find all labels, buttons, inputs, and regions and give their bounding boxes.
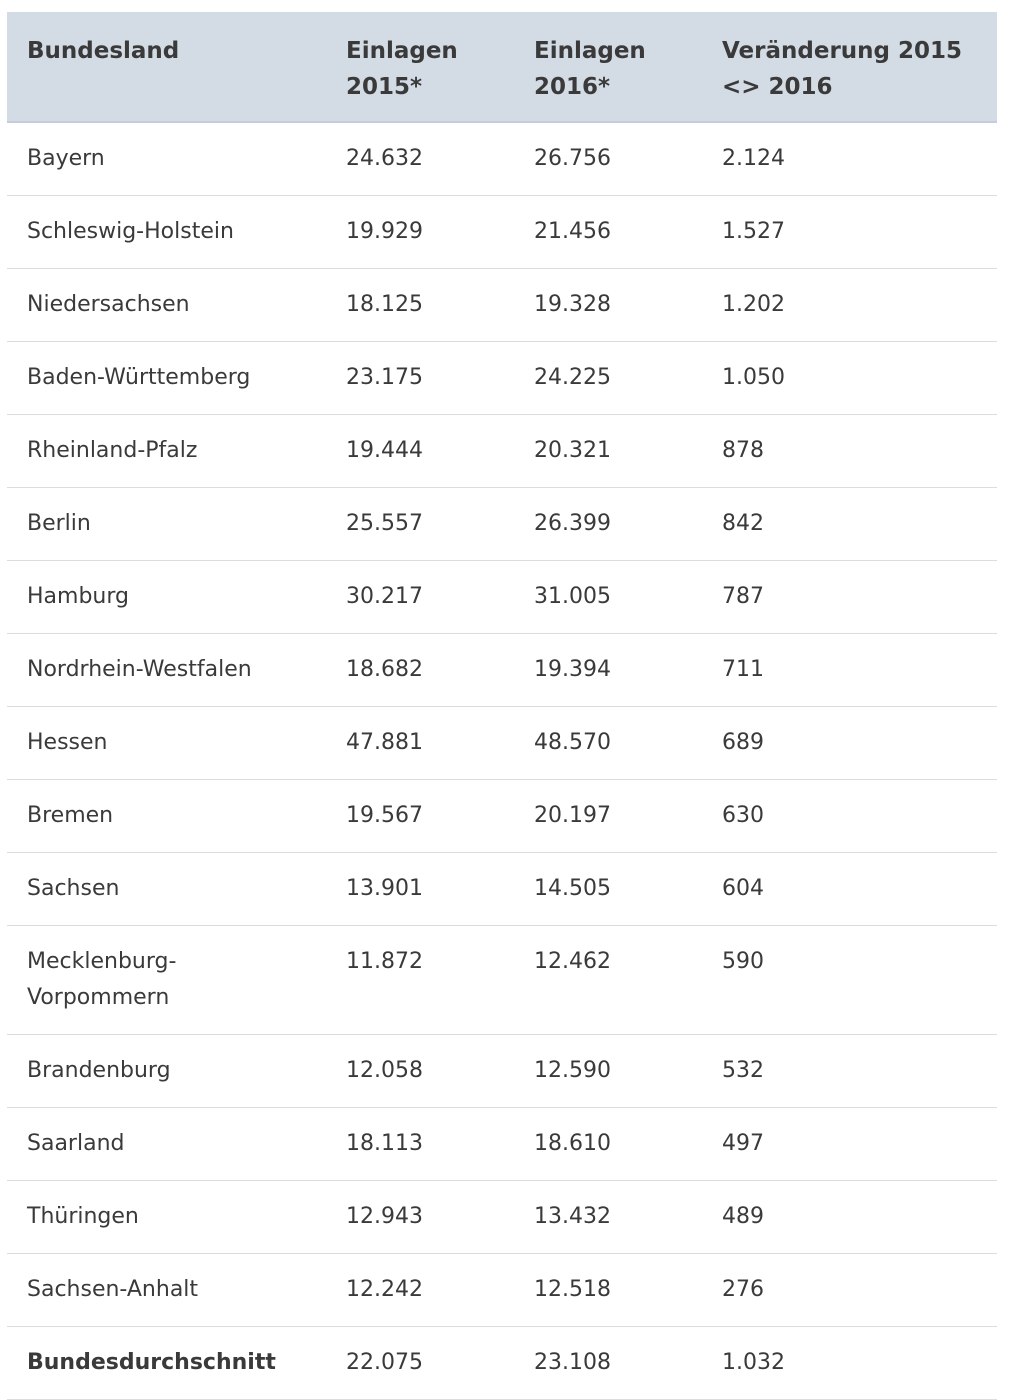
einlagen-2016-cell: 13.432 [514, 1181, 702, 1254]
einlagen-2015-cell: 18.125 [326, 269, 514, 342]
name-cell: Saarland [7, 1108, 326, 1181]
header-row [7, 12, 997, 122]
einlagen-2015-cell: 22.075 [326, 1327, 514, 1400]
veraenderung-cell: 1.050 [702, 342, 997, 415]
veraenderung-cell: 276 [702, 1254, 997, 1327]
einlagen-2015-cell: 11.872 [326, 926, 514, 1035]
einlagen-2016-cell: 18.610 [514, 1108, 702, 1181]
deposits-table [7, 12, 997, 1400]
veraenderung-cell: 1.527 [702, 196, 997, 269]
einlagen-2016-cell: 21.456 [514, 196, 702, 269]
einlagen-2015-cell: 13.901 [326, 853, 514, 926]
einlagen-2016-cell: 48.570 [514, 707, 702, 780]
einlagen-2016-cell: 12.518 [514, 1254, 702, 1327]
table-row [7, 122, 997, 196]
table-row [7, 196, 997, 269]
einlagen-2016-cell: 12.590 [514, 1035, 702, 1108]
name-cell: Sachsen-Anhalt [7, 1254, 326, 1327]
einlagen-2015-cell: 24.632 [326, 122, 514, 196]
veraenderung-cell: 1.032 [702, 1327, 997, 1400]
einlagen-2015-cell: 30.217 [326, 561, 514, 634]
table-row [7, 1108, 997, 1181]
einlagen-2016-cell: 12.462 [514, 926, 702, 1035]
name-cell: Bremen [7, 780, 326, 853]
table-row [7, 488, 997, 561]
name-cell: Hamburg [7, 561, 326, 634]
einlagen-2016-cell: 14.505 [514, 853, 702, 926]
veraenderung-cell: 1.202 [702, 269, 997, 342]
einlagen-2016-cell: 19.394 [514, 634, 702, 707]
name-cell: Rheinland-Pfalz [7, 415, 326, 488]
name-cell: Bundesdurchschnitt [7, 1327, 326, 1400]
einlagen-2016-cell: 20.197 [514, 780, 702, 853]
table-row [7, 269, 997, 342]
einlagen-2016-cell: 26.399 [514, 488, 702, 561]
einlagen-2015-cell: 12.242 [326, 1254, 514, 1327]
einlagen-2016-cell: 26.756 [514, 122, 702, 196]
table-row [7, 1181, 997, 1254]
name-cell: Baden-Württemberg [7, 342, 326, 415]
name-cell: Niedersachsen [7, 269, 326, 342]
einlagen-2016-cell: 24.225 [514, 342, 702, 415]
header-veraenderung: Veränderung 2015 <> 2016 [702, 12, 997, 122]
einlagen-2015-cell: 12.058 [326, 1035, 514, 1108]
veraenderung-cell: 497 [702, 1108, 997, 1181]
einlagen-2015-cell: 18.682 [326, 634, 514, 707]
table-row [7, 707, 997, 780]
name-cell: Berlin [7, 488, 326, 561]
veraenderung-cell: 878 [702, 415, 997, 488]
table-row [7, 1035, 997, 1108]
name-cell: Schleswig-Holstein [7, 196, 326, 269]
table-row [7, 342, 997, 415]
veraenderung-cell: 787 [702, 561, 997, 634]
einlagen-2016-cell: 20.321 [514, 415, 702, 488]
veraenderung-cell: 842 [702, 488, 997, 561]
einlagen-2015-cell: 18.113 [326, 1108, 514, 1181]
table-body [7, 122, 997, 1400]
name-cell: Thüringen [7, 1181, 326, 1254]
veraenderung-cell: 590 [702, 926, 997, 1035]
name-cell: Nordrhein-Westfalen [7, 634, 326, 707]
name-cell: Mecklenburg-Vorpommern [7, 926, 326, 1035]
table-row [7, 926, 997, 1035]
veraenderung-cell: 532 [702, 1035, 997, 1108]
veraenderung-cell: 630 [702, 780, 997, 853]
header-einlagen-2015: Einlagen 2015* [326, 12, 514, 122]
name-cell: Sachsen [7, 853, 326, 926]
table-row [7, 561, 997, 634]
veraenderung-cell: 689 [702, 707, 997, 780]
einlagen-2015-cell: 25.557 [326, 488, 514, 561]
table-row [7, 780, 997, 853]
header-bundesland: Bundesland [7, 12, 326, 122]
einlagen-2015-cell: 12.943 [326, 1181, 514, 1254]
table-row [7, 634, 997, 707]
name-cell: Bayern [7, 122, 326, 196]
table-row [7, 1254, 997, 1327]
einlagen-2016-cell: 31.005 [514, 561, 702, 634]
einlagen-2015-cell: 19.444 [326, 415, 514, 488]
table-row [7, 853, 997, 926]
table-header [7, 12, 997, 122]
table-row [7, 415, 997, 488]
einlagen-2015-cell: 23.175 [326, 342, 514, 415]
header-einlagen-2016: Einlagen 2016* [514, 12, 702, 122]
einlagen-2016-cell: 23.108 [514, 1327, 702, 1400]
veraenderung-cell: 711 [702, 634, 997, 707]
veraenderung-cell: 489 [702, 1181, 997, 1254]
einlagen-2016-cell: 19.328 [514, 269, 702, 342]
table-row-total [7, 1327, 997, 1400]
name-cell: Brandenburg [7, 1035, 326, 1108]
einlagen-2015-cell: 47.881 [326, 707, 514, 780]
veraenderung-cell: 2.124 [702, 122, 997, 196]
einlagen-2015-cell: 19.929 [326, 196, 514, 269]
veraenderung-cell: 604 [702, 853, 997, 926]
name-cell: Hessen [7, 707, 326, 780]
einlagen-2015-cell: 19.567 [326, 780, 514, 853]
deposits-table-container [7, 12, 997, 1400]
